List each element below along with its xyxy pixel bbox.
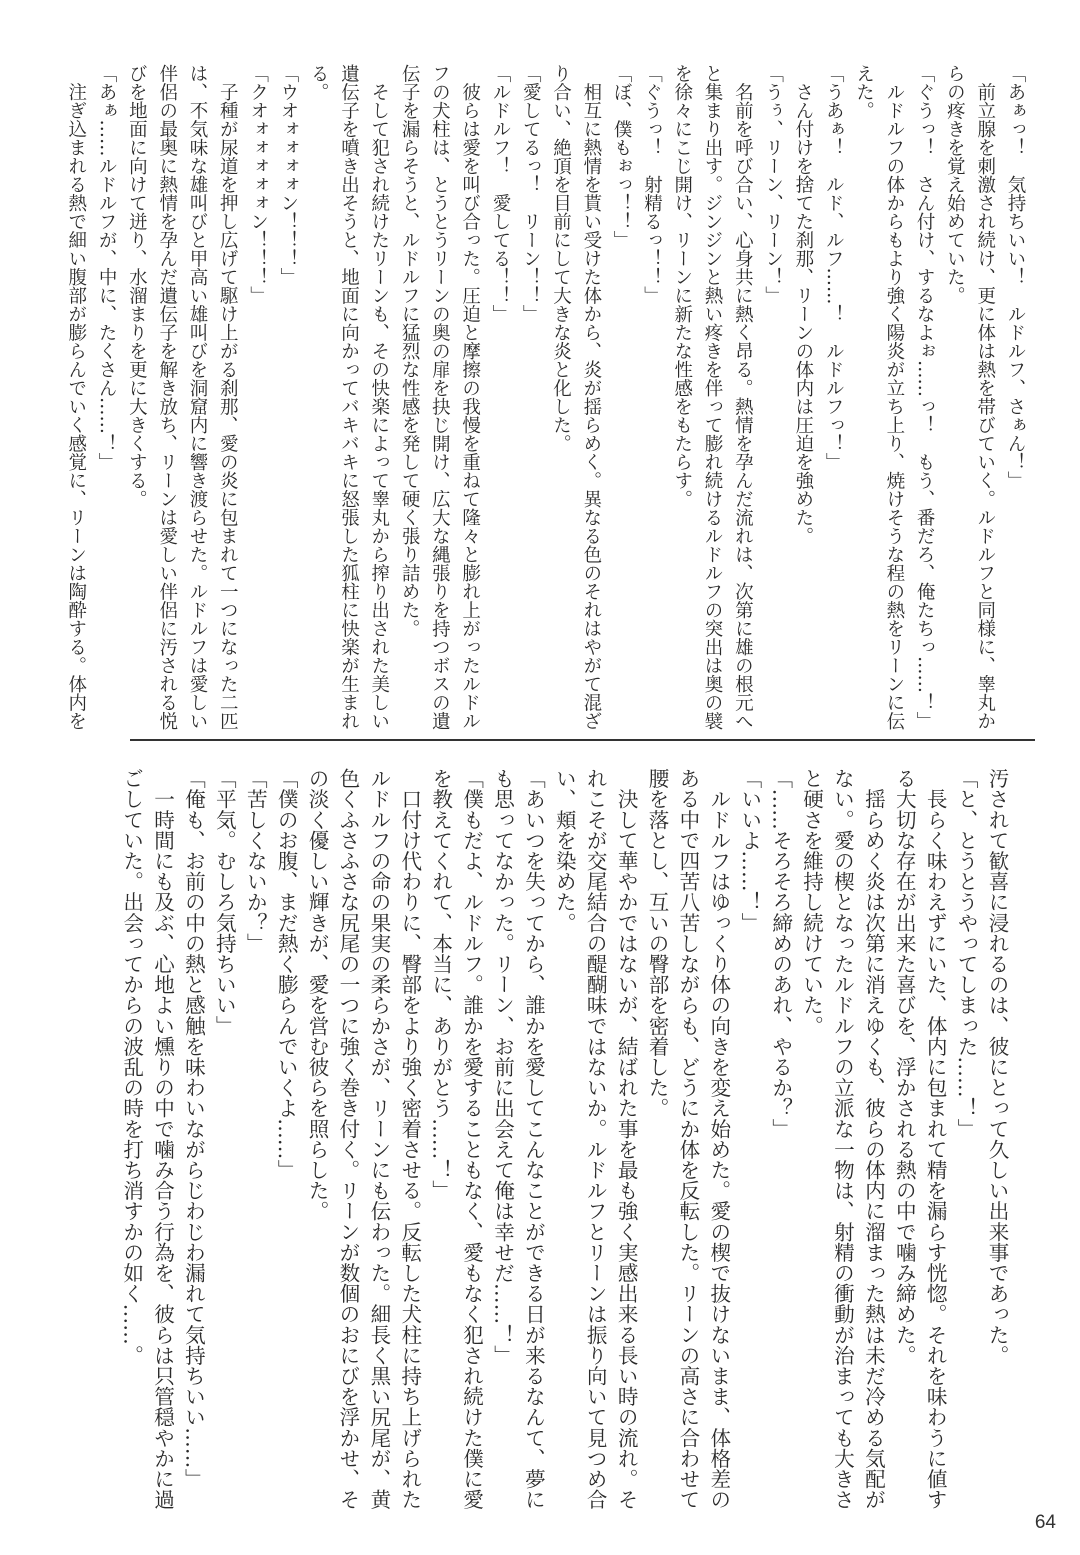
text-line: さん付けを捨てた刹那、リーンの体内は圧迫を強めた。 (792, 64, 814, 545)
text-line: 「あぁ……ルドルフが、中に、たくさん……！」 (96, 64, 118, 471)
text-line: らの疼きを覚え始めていた。 (944, 64, 966, 305)
text-line: 伴侶の最奥に熱情を孕んだ遺伝子を解き放ち、リーンは愛しい伴侶に汚される悦 (156, 64, 178, 730)
text-line: 「あぁっ！ 気持ちいい！ ルドルフ、さぁん！」 (1005, 64, 1026, 490)
text-line: 決して華やかではないが、結ばれた事を最も強く実感出来る長い時の流れ。そ (614, 768, 639, 1510)
text-line: 彼らは愛を叫び合った。圧迫と摩擦の我慢を重ねて隆々と膨れ上がったルドル (459, 64, 481, 730)
text-line: びを地面に向けて迸り、水溜まりを更に大きくする。 (126, 64, 148, 508)
text-line: 汚されて歓喜に浸れるのは、彼にとって久しい出来事であった。 (985, 768, 1009, 1366)
text-line: 長らく味わえずにいた、体内に包まれて精を漏らす恍惚。それを味わうに値す (923, 768, 948, 1510)
text-line: 「ぐうっ！ 射精るっ！！」 (641, 64, 663, 305)
text-line: れこそが交尾結合の醍醐味ではないか。ルドルフとリーンは振り向いて見つめ合 (583, 768, 608, 1510)
text-line: は、不気味な雄叫びと甲高い雄叫びを洞窟内に響き渡らせた。ルドルフは愛しい (186, 64, 208, 730)
text-line: 揺らめく炎は次第に消えゆくも、彼らの体内に溜まった熱は未だ冷める気配が (861, 768, 886, 1510)
text-line: 「うぅ、リーン、リーン！」 (762, 64, 784, 305)
text-line: と硬さを維持し続けていた。 (799, 768, 824, 1036)
text-line: ごしていた。出会ってからの波乱の時を打ち消すかの如く……。 (119, 768, 144, 1366)
text-line: ある中で四苦八苦しながらも、どうにか体を反転した。リーンの高さに合わせて (675, 768, 700, 1510)
text-line: 「あいつを失ってから、誰かを愛してこんなことができる日が来るなんて、夢に (521, 768, 546, 1510)
lower-text-block (116, 768, 1012, 1510)
text-line: 「平気。むしろ気持ちいい」 (212, 768, 237, 1036)
text-line: そして犯され続けたリーンも、その快楽によって睾丸から搾り出された美しい (368, 64, 390, 730)
text-line: る大切な存在が出来た喜びを、浮かされる熱の中で噛み締めた。 (892, 768, 917, 1366)
text-line: 名前を呼び合い、心身共に熱く昂る。熱情を孕んだ流れは、次第に雄の根元へ (732, 64, 754, 730)
text-line: 子種が尿道を押し広げて駆け上がる刹那、愛の炎に包まれて一つになった二匹 (217, 64, 239, 730)
text-line: 「苦しくないか？」 (243, 768, 268, 954)
text-line: 「うあぁ！ ルド、ルフ……！ ルドルフっ！」 (823, 64, 845, 471)
text-line: 「ルドルフ！ 愛してる！！」 (489, 64, 511, 323)
text-line: の淡く優しい輝きが、愛を営む彼らを照らした。 (305, 768, 330, 1222)
text-line: 腰を落とし、互いの臀部を密着した。 (645, 768, 670, 1119)
text-line: と集まり出す。ジンジンと熱い疼きを伴って膨れ続けるルドルフの突出は奥の襞 (702, 64, 724, 730)
text-line: 「ぐうっ！ さん付け、するなよぉ……っ！ もう、番だろ、俺たちっ……！」 (914, 64, 936, 730)
text-line: 「ぼ、僕もぉっ！！」 (611, 64, 633, 249)
text-line: 「僕もだよ、ルドルフ。誰かを愛することもなく、愛もなく犯され続けた僕に愛 (459, 768, 484, 1510)
text-line: を徐々にこじ開け、リーンに新たな性感をもたらす。 (671, 64, 693, 508)
text-line: い、頬を染めた。 (552, 768, 577, 933)
text-line: 口付け代わりに、臀部をより強く密着させる。反転した犬柱に持ち上げられた (397, 768, 422, 1510)
text-line: 「ウオォォォォン！！！」 (277, 64, 299, 286)
text-line: 伝子を漏らそうと、ルドルフに猛烈な性感を発して硬く張り詰めた。 (399, 64, 421, 638)
page-number: 64 (1034, 1512, 1056, 1533)
text-line: り合い、絶頂を目前にして大きな炎と化した。 (550, 64, 572, 453)
text-line: 「クオォォォォォン！！！」 (247, 64, 269, 305)
text-line: 「僕のお腹、まだ熱く膨らんでいくよ……」 (274, 768, 299, 1180)
text-line: 遺伝子を噴き出そうと、地面に向かってバキバキに怒張した狐柱に快楽が生まれ (338, 64, 360, 730)
text-line: を教えてくれて、本当に、ありがとう……！」 (428, 768, 453, 1201)
text-line: フの犬柱は、とうとうリーンの奥の扉を抉じ開け、広大な縄張りを持つボスの遺 (429, 64, 451, 730)
text-line: 「……そろそろ締めのあれ、やるか？」 (768, 768, 793, 1139)
text-line: 「と、とうとうやってしまった……！」 (954, 768, 979, 1139)
text-line: 一時間にも及ぶ、心地よい燻りの中で噛み合う行為を、彼らは只管穏やかに過 (150, 768, 175, 1510)
text-line: 「愛してるっ！ リーン！！」 (520, 64, 542, 323)
text-line: えた。 (853, 64, 875, 120)
text-line: 「俺も、お前の中の熱と感触を味わいながらじわじわ漏れて気持ちいい……」 (181, 768, 206, 1489)
text-line: 注ぎ込まれる熱で細い腹部が膨らんでいく感覚に、リーンは陶酔する。体内を (65, 64, 87, 730)
text-line: る。 (308, 64, 330, 101)
text-line: 前立腺を刺激され続け、更に体は熱を帯びていく。ルドルフと同様に、睾丸か (974, 64, 996, 730)
text-line: 「いいよ……！」 (737, 768, 762, 933)
text-line: ルドルフはゆっくり体の向きを変え始めた。愛の楔で抜けないまま、体格差の (706, 768, 731, 1510)
upper-text-block (61, 64, 1031, 730)
text-line: ない。愛の楔となったルドルフの立派な一物は、射精の衝動が治まっても大きさ (830, 768, 855, 1510)
section-divider (130, 739, 1035, 741)
text-line: ルドルフの命の果実の柔らかさが、リーンにも伝わった。細長く黒い尻尾が、黄 (366, 768, 391, 1510)
text-line: 色くふさふさな尻尾の一つに強く巻き付く。リーンが数個のおにびを浮かせ、そ (335, 768, 360, 1510)
text-line: も思ってなかった。リーン、お前に出会えて俺は幸せだ……！」 (490, 768, 515, 1366)
text-line: 相互に熱情を貰い受けた体から、炎が揺らめく。異なる色のそれはやがて混ざ (580, 64, 602, 730)
text-line: ルドルフの体からもより強く陽炎が立ち上り、焼けそうな程の熱をリーンに伝 (883, 64, 905, 730)
